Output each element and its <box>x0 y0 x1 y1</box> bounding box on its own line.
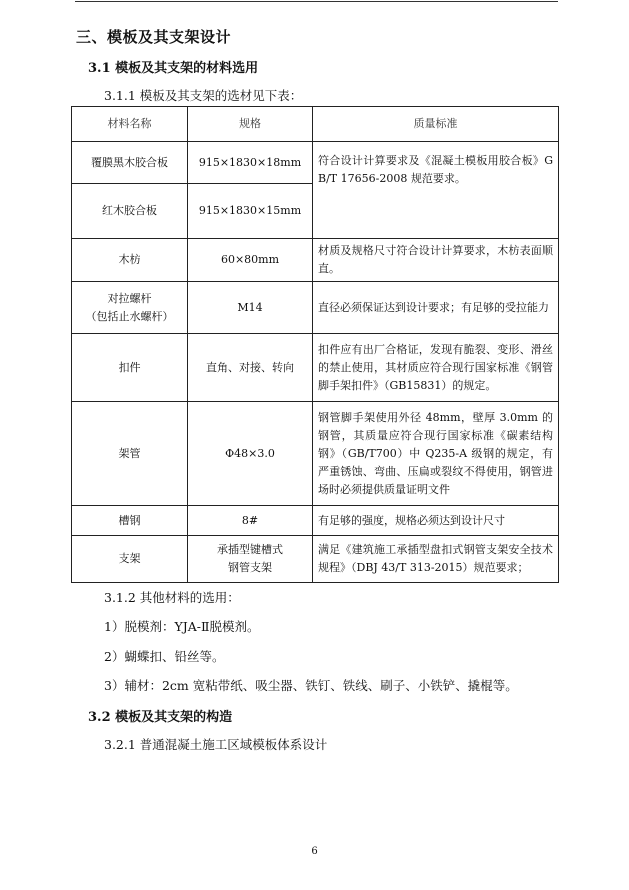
material-name: 木枋 <box>72 239 188 282</box>
subsection-heading-3-1: 3.1 模板及其支架的材料选用 <box>88 61 259 76</box>
material-standard: 符合设计计算要求及《混凝土模板用胶合板》GB/T 17656-2008 规范要求。 <box>313 142 559 239</box>
table-row <box>72 282 559 334</box>
table-row <box>72 536 559 583</box>
list-item-2: 2）蝴蝶扣、铅丝等。 <box>104 649 225 664</box>
material-name: 覆膜黑木胶合板 <box>72 142 188 184</box>
material-spec: 915×1830×18mm <box>188 142 313 184</box>
material-name: 支架 <box>72 536 188 583</box>
column-header-standard: 质量标准 <box>313 107 559 142</box>
material-spec: 承插型键槽式 <box>217 543 283 556</box>
table-row <box>72 402 559 506</box>
header-rule <box>75 1 558 2</box>
list-item-3: 3）辅材：2cm 宽粘带纸、吸尘器、铁钉、铁线、刷子、小铁铲、撬棍等。 <box>104 678 518 693</box>
material-spec: 915×1830×15mm <box>188 184 313 239</box>
material-name: 对拉螺杆 <box>107 291 152 305</box>
subsection-heading-3-2: 3.2 模板及其支架的构造 <box>88 710 233 725</box>
material-standard: 材质及规格尺寸符合设计计算要求，木枋表面顺直。 <box>313 239 559 282</box>
material-spec: 60×80mm <box>188 239 313 282</box>
material-spec: M14 <box>188 282 313 334</box>
paragraph-3-1-1: 3.1.1 模板及其支架的选材见下表： <box>104 88 303 103</box>
materials-table <box>71 106 559 583</box>
material-spec: Φ48×3.0 <box>188 402 313 506</box>
material-spec-line2: 钢管支架 <box>228 561 272 574</box>
page-number: 6 <box>311 846 318 857</box>
material-name: 扣件 <box>72 334 188 402</box>
material-standard: 钢管脚手架使用外径 48mm，壁厚 3.0mm 的钢管，其质量应符合现行国家标准《碳素结构钢》（GB/T700）中 Q235-A 级钢的规定，有严重锈蚀、弯曲、压扁或裂纹不得使用，钢管进场时必须提供质量证明文件 <box>313 402 559 506</box>
material-name-cell <box>72 282 188 334</box>
column-header-material: 材料名称 <box>72 107 188 142</box>
table-row <box>72 239 559 282</box>
material-standard: 有足够的强度，规格必须达到设计尺寸 <box>313 506 559 536</box>
table-row <box>72 142 559 184</box>
paragraph-3-1-2: 3.1.2 其他材料的选用： <box>104 590 240 605</box>
material-standard: 满足《建筑施工承插型盘扣式钢管支架安全技术规程》（DBJ 43/T 313-2015）规范要求； <box>313 536 559 583</box>
material-name: 槽钢 <box>72 506 188 536</box>
list-item-1: 1）脱模剂：YJA-Ⅱ脱模剂。 <box>104 619 260 634</box>
material-name: 红木胶合板 <box>72 184 188 239</box>
material-spec-cell <box>188 536 313 583</box>
section-heading: 三、模板及其支架设计 <box>76 28 232 46</box>
table-row <box>72 506 559 536</box>
material-spec: 8# <box>188 506 313 536</box>
material-spec: 直角、对接、转向 <box>188 334 313 402</box>
material-standard: 扣件应有出厂合格证，发现有脆裂、变形、滑丝的禁止使用，其材质应符合现行国家标准《钢管脚手架扣件》（GB15831）的规定。 <box>313 334 559 402</box>
material-name-note: （包括止水螺杆） <box>85 309 174 323</box>
material-standard: 直径必须保证达到设计要求；有足够的受拉能力 <box>313 282 559 334</box>
table-row <box>72 334 559 402</box>
column-header-spec: 规格 <box>188 107 313 142</box>
table-header-row <box>72 107 559 142</box>
paragraph-3-2-1: 3.2.1 普通混凝土施工区域模板体系设计 <box>104 737 328 752</box>
material-name: 架管 <box>72 402 188 506</box>
